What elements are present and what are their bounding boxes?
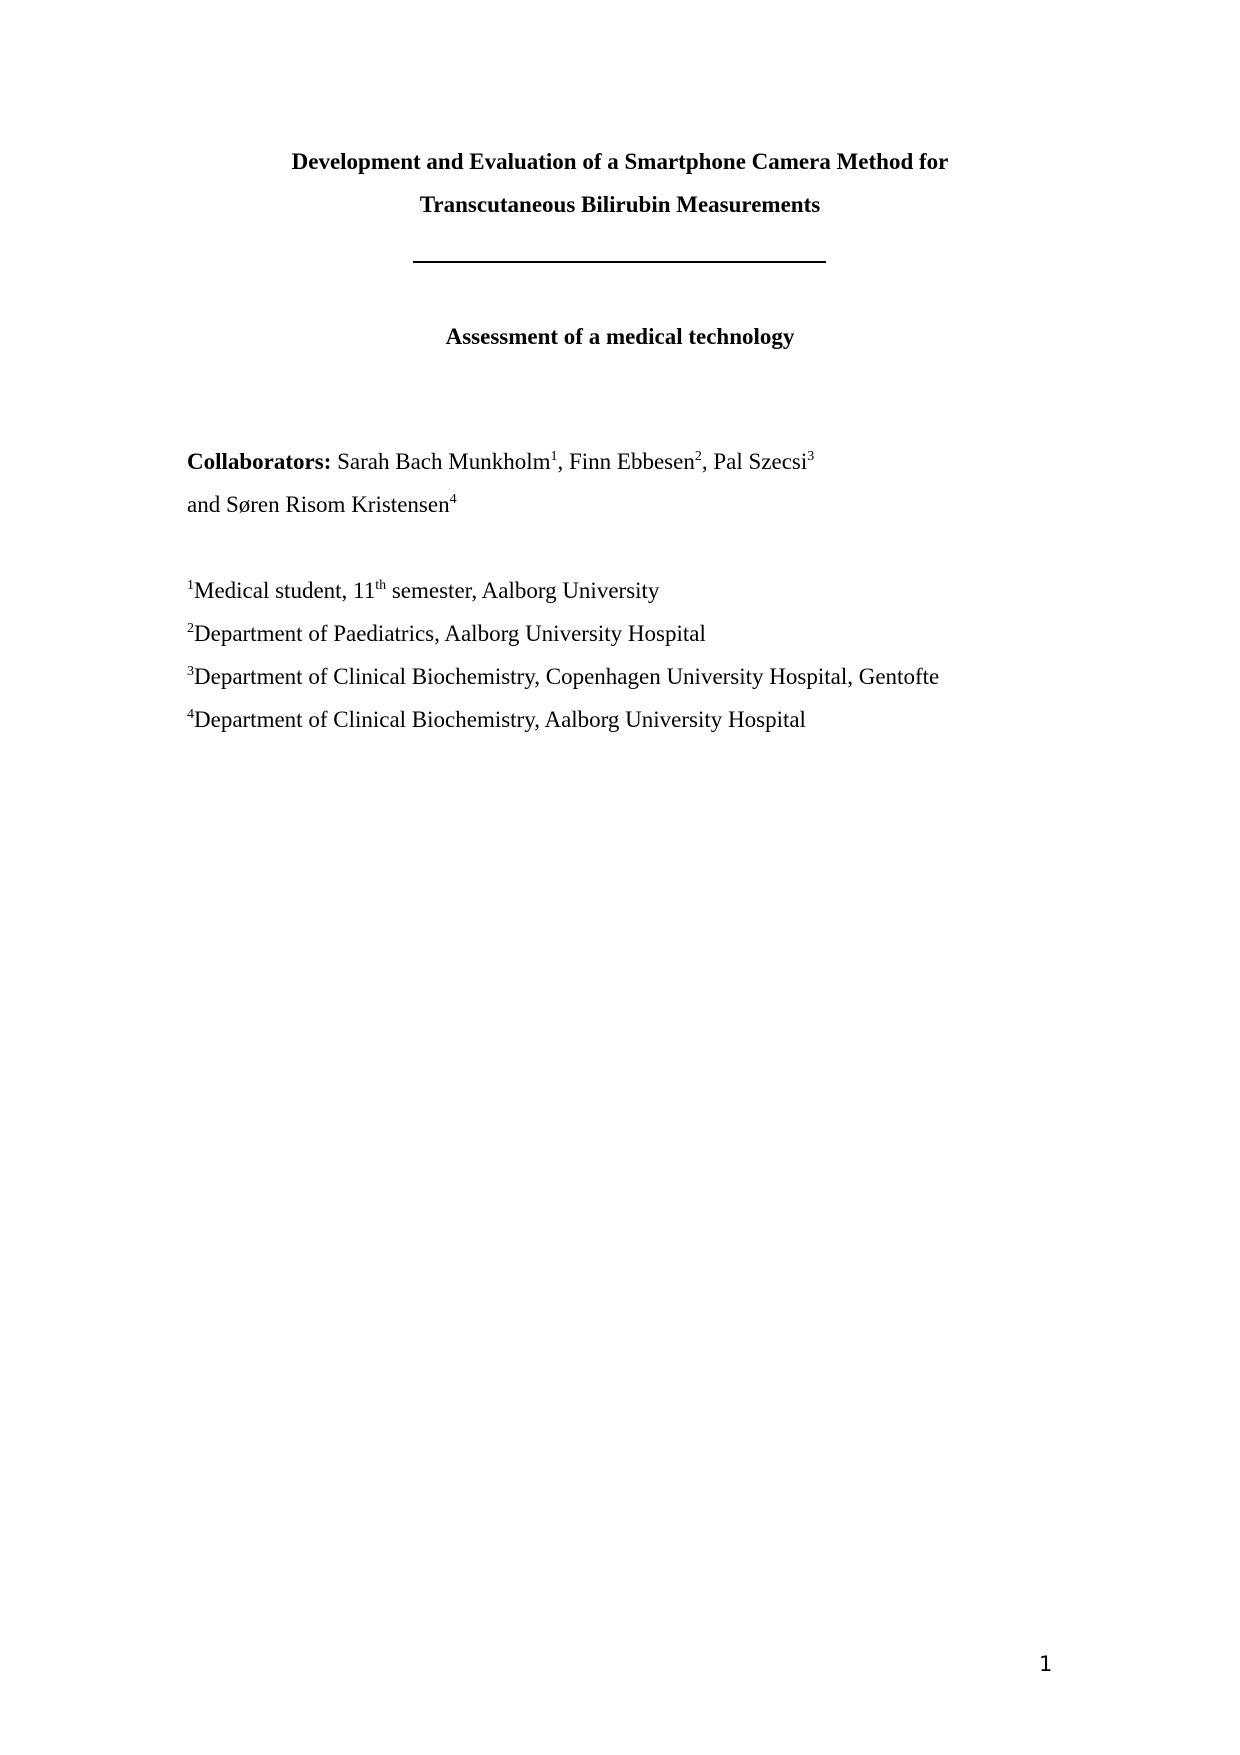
- author-affiliation: 3: [807, 449, 815, 464]
- affiliation-text: Department of Paediatrics, Aalborg University Hospital: [194, 621, 706, 646]
- collaborators-label: Collaborators:: [187, 449, 332, 474]
- author-affiliation: 4: [449, 492, 457, 507]
- author-affiliation: 1: [550, 449, 558, 464]
- affiliation-number: 3: [187, 664, 194, 679]
- title-line-1: Development and Evaluation of a Smartphone Camera Method for: [291, 149, 949, 174]
- page-number: 1: [1039, 1652, 1053, 1676]
- affiliation-number: 2: [187, 621, 194, 636]
- affiliation-text: Department of Clinical Biochemistry, Copenhagen University Hospital, Gentofte: [194, 664, 940, 689]
- title-divider: [413, 261, 826, 263]
- author-name: Sarah Bach Munkholm: [337, 449, 551, 474]
- affiliation-text: Department of Clinical Biochemistry, Aalborg University Hospital: [194, 707, 806, 732]
- author-name: Finn Ebbesen: [568, 449, 695, 474]
- affiliation-number: 4: [187, 707, 194, 722]
- ordinal-suffix: th: [375, 578, 387, 593]
- author-name: Søren Risom Kristensen: [225, 492, 450, 517]
- affiliation-text: semester, Aalborg University: [386, 578, 660, 603]
- affiliation-3: [187, 664, 939, 690]
- subtitle: Assessment of a medical technology: [445, 324, 795, 349]
- conjunction: and: [187, 492, 226, 517]
- affiliation-number: 1: [187, 578, 194, 593]
- affiliation-4: [187, 707, 806, 733]
- separator: ,: [701, 449, 714, 474]
- title-line-2: Transcutaneous Bilirubin Measurements: [419, 192, 821, 217]
- affiliation-text: Medical student, 11: [194, 578, 376, 603]
- author-affiliation: 2: [694, 449, 702, 464]
- collaborators-line-1: [187, 449, 814, 475]
- affiliation-1: [187, 578, 659, 604]
- affiliation-2: [187, 621, 706, 647]
- collaborators-line-2: [187, 492, 457, 518]
- separator: ,: [557, 449, 569, 474]
- author-name: Pal Szecsi: [713, 449, 808, 474]
